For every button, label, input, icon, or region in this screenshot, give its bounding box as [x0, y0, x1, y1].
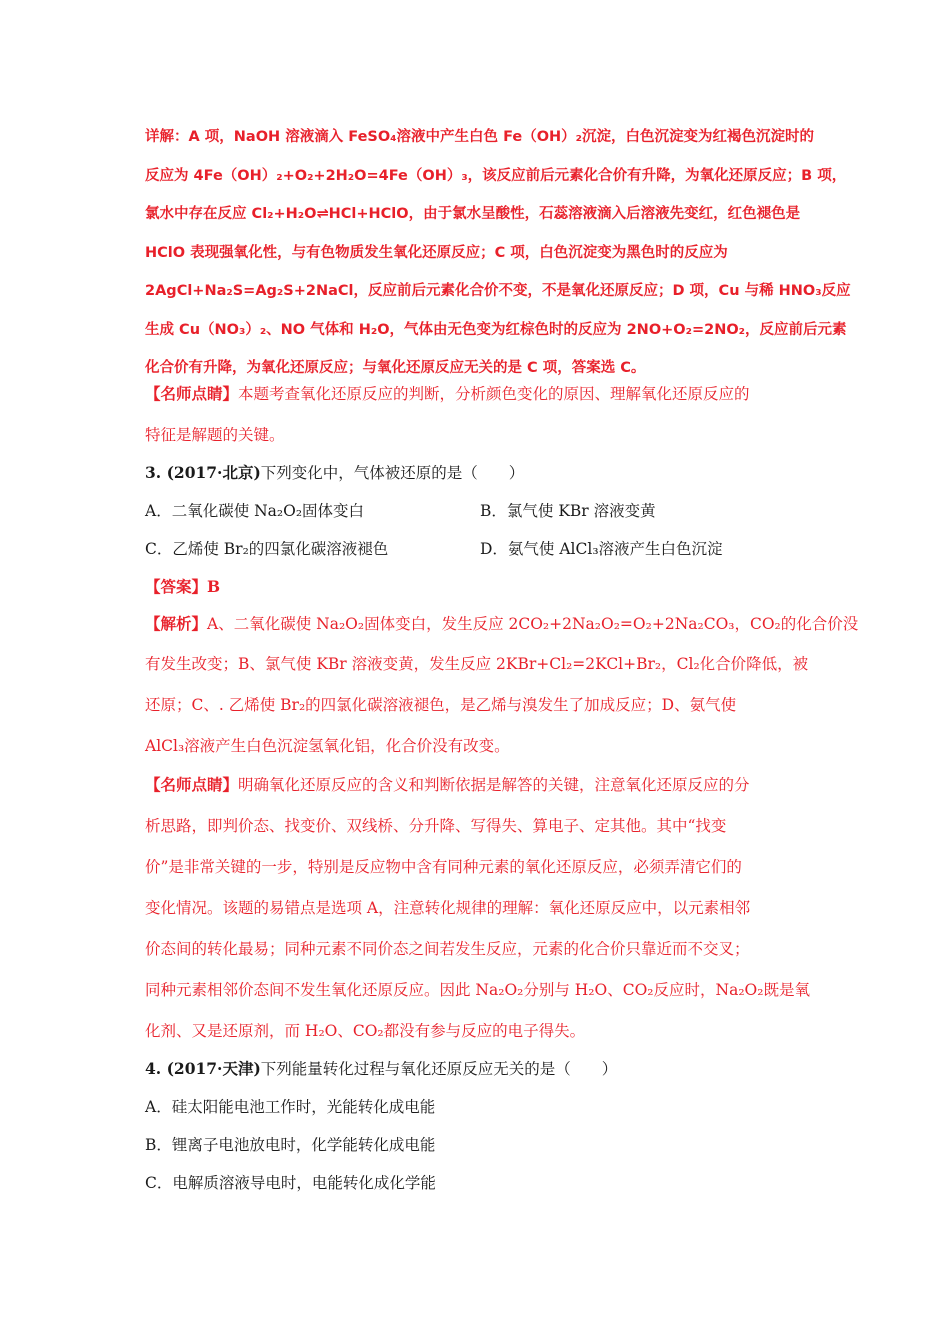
analysis-label: 【解析】: [145, 614, 208, 633]
tip-2-line: 析思路，即判价态、找变价、双线桥、分升降、写得失、算电子、定其他。其中“找变: [145, 817, 727, 835]
tip-2-line: 价态间的转化最易；同种元素不同价态之间若发生反应，元素的化合价只靠近而不交叉；: [145, 940, 750, 958]
analysis-text: A、二氧化碳使 Na₂O₂固体变白，发生反应 2CO₂+2Na₂O₂=O₂+2Na₂CO₃，CO₂的化合价没: [207, 615, 859, 633]
option-c: C．电解质溶液导电时，电能转化成化学能: [145, 1174, 436, 1192]
option-b: B．锂离子电池放电时，化学能转化成电能: [145, 1136, 436, 1154]
question-number: 3. (2017·北京): [145, 463, 261, 482]
tip-text: 本题考查氧化还原反应的判断，分析颜色变化的原因、理解氧化还原反应的: [238, 385, 750, 403]
tip-label: 【名师点睛】: [145, 775, 239, 794]
detail-line: 2AgCl+Na₂S=Ag₂S+2NaCl，反应前后元素化合价不变，不是氧化还原反应；D 项，Cu 与稀 HNO₃反应: [145, 283, 851, 299]
question-text: 下列能量转化过程与氧化还原反应无关的是（ ）: [260, 1060, 618, 1078]
analysis-line: [145, 613, 859, 635]
option-c: C．乙烯使 Br₂的四氯化碳溶液褪色: [145, 540, 389, 558]
analysis-line: AlCl₃溶液产生白色沉淀氢氧化铝，化合价没有改变。: [145, 737, 510, 755]
tip-2-line: [145, 774, 810, 796]
analysis-line: 有发生改变；B、氯气使 KBr 溶液变黄，发生反应 2KBr+Cl₂=2KCl+Br₂，Cl₂化合价降低，被: [145, 655, 809, 673]
tip-2-line: 变化情况。该题的易错点是选项 A，注意转化规律的理解：氧化还原反应中，以元素相邻: [145, 899, 751, 917]
tip-2-line: 同种元素相邻价态间不发生氧化还原反应。因此 Na₂O₂分别与 H₂O、CO₂反应时，Na₂O₂既是氧: [145, 981, 810, 999]
option-a: A．硅太阳能电池工作时，光能转化成电能: [145, 1098, 436, 1116]
option-d: D．氨气使 AlCl₃溶液产生白色沉淀: [480, 540, 723, 558]
question-3-stem: [145, 462, 810, 484]
answer-value: B: [207, 577, 221, 596]
detail-line: 化合价有升降，为氧化还原反应；与氧化还原反应无关的是 C 项，答案选 C。: [145, 360, 646, 376]
answer-line: [145, 576, 810, 598]
tip-2-line: 价”是非常关键的一步，特别是反应物中含有同种元素的氧化还原反应，必须弄清它们的: [145, 858, 742, 876]
detail-line: HClO 表现强氧化性，与有色物质发生氧化还原反应；C 项，白色沉淀变为黑色时的反应为: [145, 245, 728, 261]
tip-2-line: 化剂、又是还原剂，而 H₂O、CO₂都没有参与反应的电子得失。: [145, 1022, 586, 1040]
question-number: 4. (2017·天津): [145, 1059, 261, 1078]
tip-text: 明确氧化还原反应的含义和判断依据是解答的关键，注意氧化还原反应的分: [238, 776, 750, 794]
detail-line: 生成 Cu（NO₃）₂、NO 气体和 H₂O，气体由无色变为红棕色时的反应为 2NO+O₂=2NO₂，反应前后元素: [145, 322, 847, 338]
question-text: 下列变化中，气体被还原的是（ ）: [260, 464, 525, 482]
option-a: A．二氧化碳使 Na₂O₂固体变白: [145, 502, 365, 520]
tip-label: 【名师点睛】: [145, 384, 239, 403]
option-b: B．氯气使 KBr 溶液变黄: [480, 502, 656, 520]
tip-1-line-2: 特征是解题的关键。: [145, 426, 285, 444]
analysis-line: 还原；C、. 乙烯使 Br₂的四氯化碳溶液褪色，是乙烯与溴发生了加成反应；D、氨气使: [145, 696, 737, 714]
tip-1-line: [145, 383, 810, 405]
question-4-stem: [145, 1058, 810, 1080]
answer-label: 【答案】: [145, 577, 208, 596]
detail-line: 详解：A 项，NaOH 溶液滴入 FeSO₄溶液中产生白色 Fe（OH）₂沉淀，白色沉淀变为红褐色沉淀时的: [145, 129, 815, 145]
detail-line: 反应为 4Fe（OH）₂+O₂+2H₂O=4Fe（OH）₃，该反应前后元素化合价有升降，为氧化还原反应；B 项，: [145, 168, 847, 184]
detail-line: 氯水中存在反应 Cl₂+H₂O⇌HCl+HClO，由于氯水呈酸性，石蕊溶液滴入后溶液先变红，红色褪色是: [145, 206, 801, 222]
